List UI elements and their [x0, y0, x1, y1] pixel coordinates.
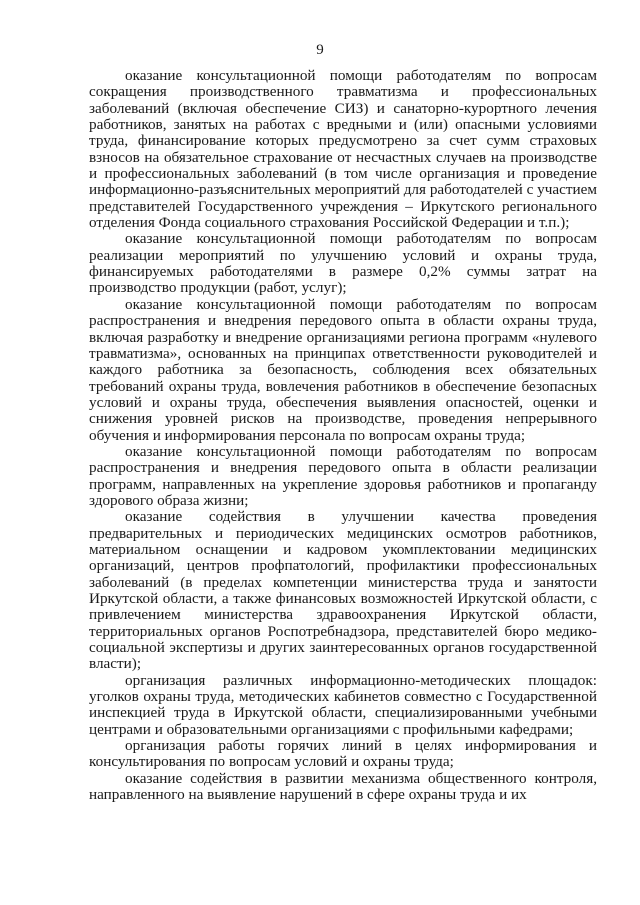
- paragraph-consulting-best-practices-zero-injury: оказание консультационной помощи работодателям по вопросам распространения и внедрения передового опыта в области охраны труда, включая разработку и внедрение организациями региона программ «нулевого травматизма», основанных на принципах ответственности руководителей и каждого работника за безопасность, соблюдения всех обязательных требований охраны труда, вовлечения работников в обеспечение безопасных условий и охраны труда, обеспечения выявления опасностей, оценки и снижения уровней рисков на производстве, проведения непрерывного обучения и информирования персонала по вопросам охраны труда;: [89, 295, 597, 444]
- page-number: 9: [316, 42, 324, 58]
- paragraph-consulting-injury-reduction: оказание консультационной помощи работодателям по вопросам сокращения производственного травматизма и профессиональных заболеваний (включая обеспечение СИЗ) и санаторно-курортного лечения работников, занятых на работах с вредными и (или) опасными условиями труда, финансирование которых предусмотрено за счет сумм страховых взносов на обязательное страхование от несчастных случаев на производстве и профессиональных заболеваний (в том числе организация и проведение информационно-разъяснительных мероприятий для работодателей с участием представителей Государственного учреждения – Иркутского регионального отделения Фонда социального страхования Российской Федерации и т.п.);: [89, 67, 597, 232]
- paragraph-consulting-health-programs: оказание консультационной помощи работодателям по вопросам распространения и внедрения передового опыта в области реализации программ, направленных на укрепление здоровья работников и пропаганду здорового образа жизни;: [89, 442, 597, 509]
- paragraph-information-platforms: организация различных информационно-методических площадок: уголков охраны труда, методических кабинетов совместно с Государственной инспекцией труда в Иркутской области, специализированными учебными центрами и образовательными организациями с профильными кафедрами;: [89, 671, 597, 738]
- paragraph-hotlines: организация работы горячих линий в целях информирования и консультирования по вопросам условий и охраны труда;: [89, 737, 597, 771]
- paragraph-public-control-mechanism: оказание содействия в развитии механизма общественного контроля, направленного на выявление нарушений в сфере охраны труда и их: [89, 769, 597, 804]
- paragraph-consulting-labor-conditions-funding: оказание консультационной помощи работодателям по вопросам реализации мероприятий по улучшению условий и охраны труда, финансируемых работодателями в размере 0,2% суммы затрат на производство продукции (работ, услуг);: [89, 230, 597, 297]
- document-body: [89, 68, 597, 803]
- paragraph-medical-examinations-support: оказание содействия в улучшении качества проведения предварительных и периодических медицинских осмотров работников, материальном оснащении и кадровом укомплектовании медицинских организаций, центров профпатологий, профилактики профессиональных заболеваний (в пределах компетенции министерства труда и занятости Иркутской области, а также финансовых возможностей Иркутской области, с привлечением министерства здравоохранения Иркутской области, территориальных органов Роспотребнадзора, представителей бюро медико-социальной экспертизы и других заинтересованных органов государственной власти);: [89, 508, 597, 673]
